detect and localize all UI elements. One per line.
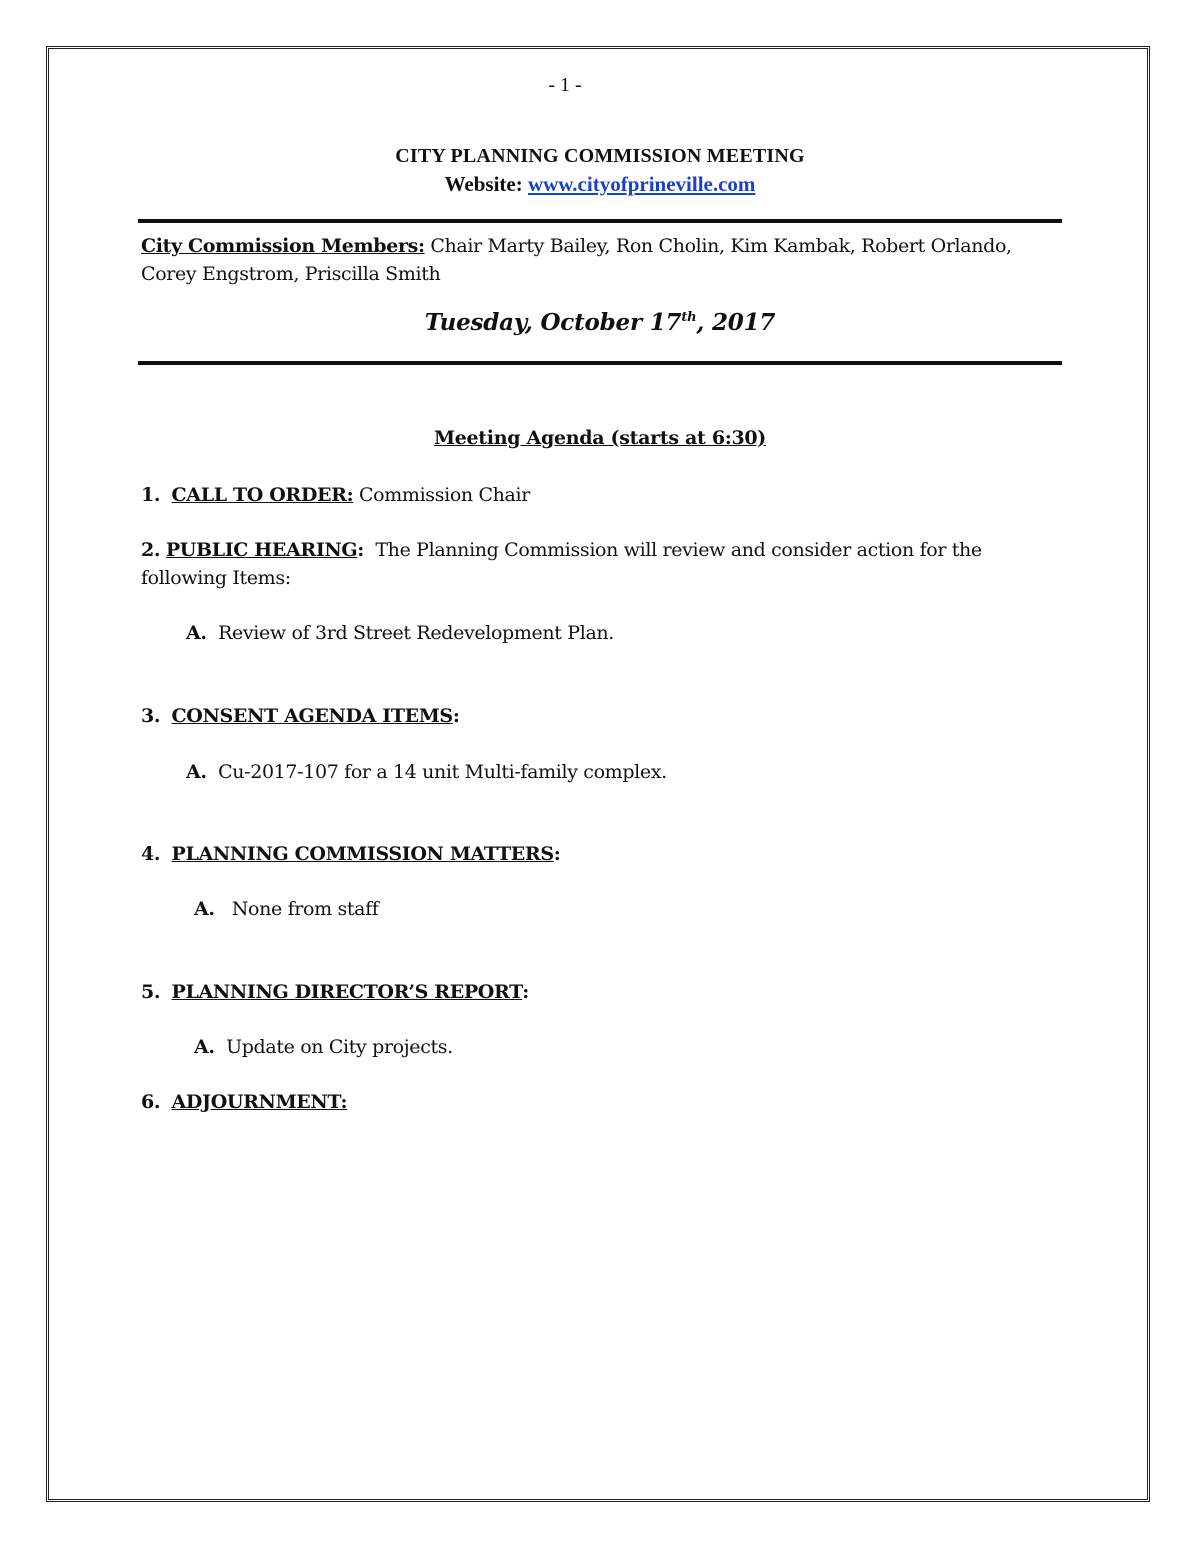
agenda-item-directors-report xyxy=(141,978,1061,1006)
sub-item-directors-report-a xyxy=(194,1033,453,1061)
item-number: 1. xyxy=(141,484,161,506)
date-prefix: Tuesday, October 17 xyxy=(424,309,682,336)
item-heading: CONSENT AGENDA ITEMS xyxy=(171,705,453,727)
sub-item-text: Cu-2017-107 for a 14 unit Multi-family complex. xyxy=(218,761,667,783)
date-year: , 2017 xyxy=(696,309,776,336)
commission-members xyxy=(141,232,1071,288)
agenda-heading: Meeting Agenda (starts at 6:30) xyxy=(434,427,766,449)
item-number: 4. xyxy=(141,843,161,865)
item-heading: CALL TO ORDER: xyxy=(171,484,354,506)
sub-item-letter: A. xyxy=(186,622,207,644)
agenda-item-public-hearing xyxy=(141,536,1061,592)
item-heading: PLANNING DIRECTOR’S REPORT xyxy=(171,981,523,1003)
item-heading: PUBLIC HEARING xyxy=(165,539,358,561)
members-names: Chair Marty Bailey, Ron Cholin, Kim Kambak, Robert Orlando, Corey Engstrom, Priscilla Smith xyxy=(141,235,1012,285)
sub-item-letter: A. xyxy=(194,898,215,920)
item-text: Commission Chair xyxy=(358,484,530,506)
sub-item-consent-agenda-a xyxy=(186,758,667,786)
item-number: 5. xyxy=(141,981,161,1003)
sub-item-letter: A. xyxy=(186,761,207,783)
item-colon: : xyxy=(357,539,364,561)
document-title: CITY PLANNING COMMISSION MEETING xyxy=(395,145,805,167)
website-line xyxy=(0,172,1200,197)
agenda-item-adjournment xyxy=(141,1088,1061,1116)
item-number: 3. xyxy=(141,705,161,727)
sub-item-text: Review of 3rd Street Redevelopment Plan. xyxy=(218,622,615,644)
sub-item-public-hearing-a xyxy=(186,619,614,647)
item-colon: : xyxy=(553,843,561,865)
item-number: 2. xyxy=(141,539,161,561)
website-link[interactable]: www.cityofprineville.com xyxy=(527,172,756,196)
sub-item-text: Update on City projects. xyxy=(226,1036,453,1058)
top-divider xyxy=(138,219,1062,223)
item-colon: : xyxy=(522,981,529,1003)
item-colon: : xyxy=(452,705,460,727)
item-heading: ADJOURNMENT: xyxy=(171,1091,348,1113)
page-number: - 1 - xyxy=(548,74,582,96)
sub-item-letter: A. xyxy=(194,1036,215,1058)
website-label: Website: xyxy=(444,172,523,196)
agenda-item-call-to-order xyxy=(141,481,1061,509)
item-text: The Planning Commission will review and consider action for the following Items: xyxy=(141,539,982,589)
meeting-date xyxy=(0,309,1200,336)
members-label: City Commission Members: xyxy=(141,235,425,257)
date-ordinal: th xyxy=(681,310,697,325)
item-heading: PLANNING COMMISSION MATTERS xyxy=(171,843,554,865)
sub-item-commission-matters-a xyxy=(194,895,378,923)
agenda-item-commission-matters xyxy=(141,840,1061,868)
sub-item-text: None from staff xyxy=(231,898,379,920)
item-number: 6. xyxy=(141,1091,161,1113)
agenda-item-consent-agenda xyxy=(141,702,1061,730)
bottom-divider xyxy=(138,361,1062,365)
